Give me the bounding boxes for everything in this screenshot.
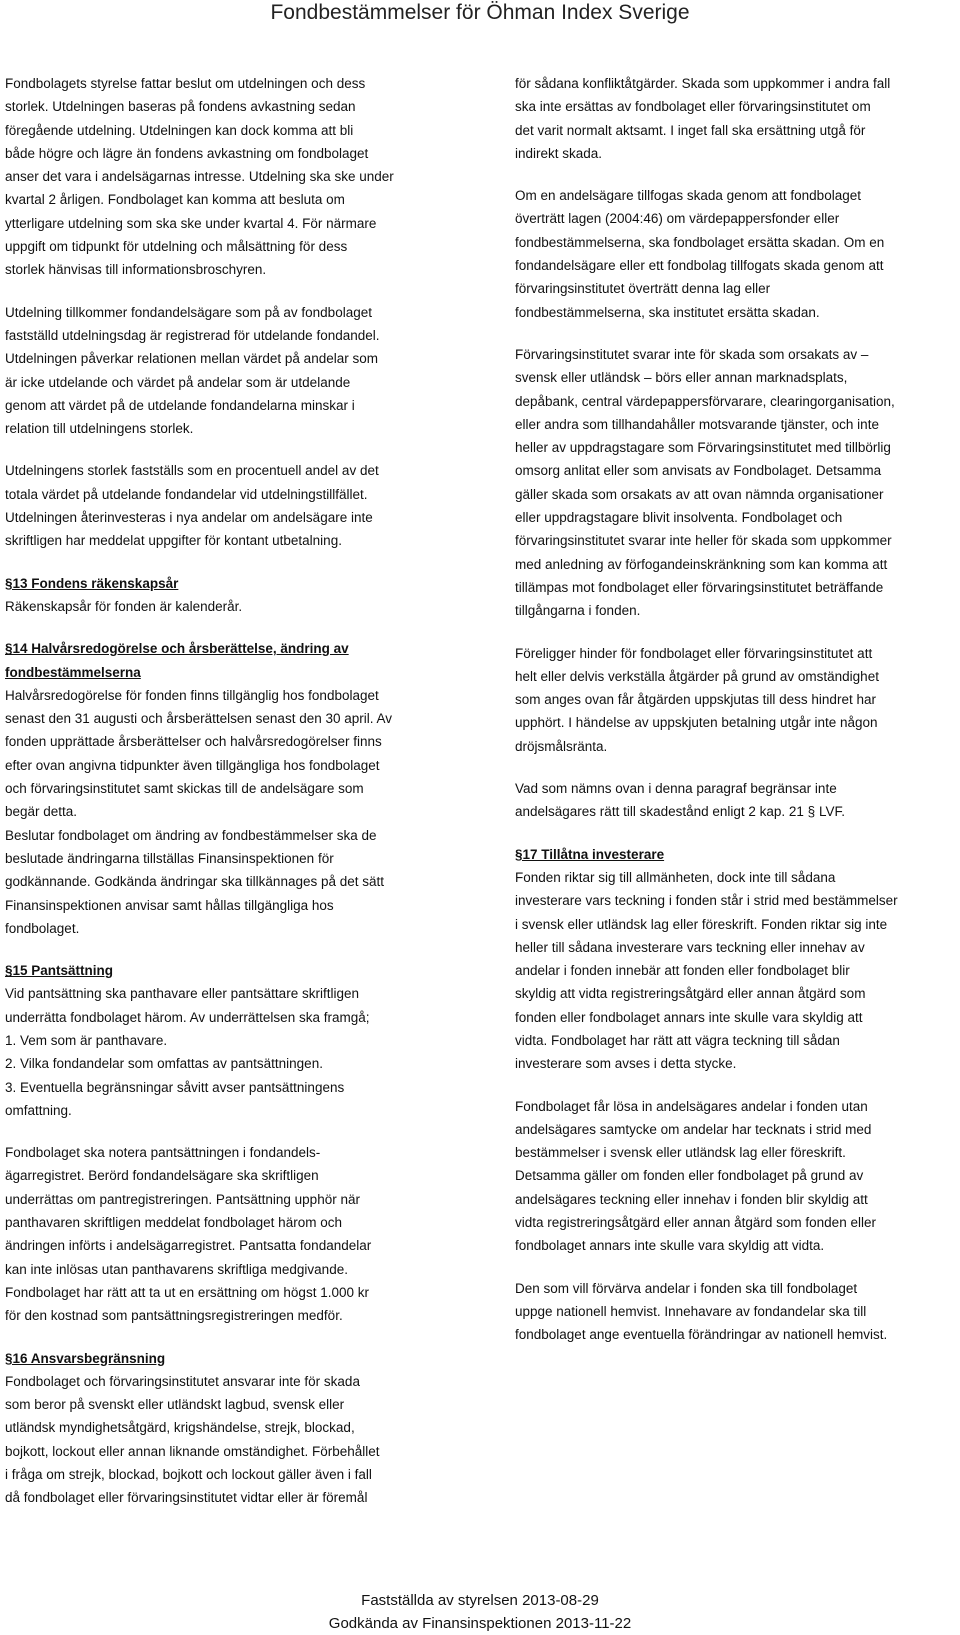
text-line: investerare som avses i detta stycke.	[515, 1056, 737, 1072]
text-line: kan inte inlösas utan panthavarens skriftliga medgivande.	[5, 1261, 348, 1277]
text-line: depåbank, central värdepappersförvarare, clearingorganisation,	[515, 393, 895, 409]
text-line: upphört. I händelse av uppskjuten betalning utgår inte någon	[515, 715, 878, 731]
text-line: Den som vill förvärva andelar i fonden ska till fondbolaget	[515, 1280, 858, 1296]
text-line: uppge nationell hemvist. Innehavare av fondandelar ska till	[515, 1303, 867, 1319]
text-line: genom att värdet på de utdelande fondandelarna minskar i	[5, 397, 355, 413]
text-line: är icke utdelande och värdet på andelar som är utdelande	[5, 374, 351, 390]
text-line: Utdelningen återinvesteras i nya andelar om andelsägare inte	[5, 510, 373, 526]
section-14	[5, 637, 435, 940]
text-line: kvartal 2 årligen. Fondbolaget kan komma att besluta om	[5, 192, 345, 208]
text-line: fonden upprättade årsberättelser och halvårsredogörelser finns	[5, 734, 382, 750]
text-line: andelar i fonden innebär att fonden eller fondbolaget blir	[515, 963, 850, 979]
text-line: Föreligger hinder för fondbolaget eller förvaringsinstitutet att	[515, 645, 873, 661]
text-line: storlek hänvisas till informationsbroschyren.	[5, 262, 267, 278]
text-line: eller uppdragstagare blivit insolventa. Fondbolaget och	[515, 510, 843, 526]
text-line: beslutade ändringarna tillställas Finansinspektionen för	[5, 850, 334, 866]
text-line: i fråga om strejk, blockad, bojkott och lockout gäller även i fall	[5, 1467, 372, 1483]
page-footer	[0, 1589, 960, 1635]
text-line: 1. Vem som är panthavare.	[5, 1032, 168, 1048]
text-line: skyldig att vidta registreringsåtgärd eller annan åtgärd som	[515, 986, 866, 1002]
text-line: det varit normalt aktsamt. I inget fall ska ersättning utgå för	[515, 122, 866, 138]
text-line: underrätta fondbolaget härom. Av underrättelsen ska framgå;	[5, 1009, 370, 1025]
text-line: uppgift om tidpunkt för utdelning och målsättning för dess	[5, 239, 348, 255]
text-line: tillgångarna i fonden.	[515, 603, 641, 619]
section-heading: §13 Fondens räkenskapsår	[5, 575, 179, 591]
text-line: förvaringsinstitutet överträtt denna lag eller	[515, 281, 771, 297]
text-line: vidta. Fondbolaget har rätt att vägra teckning till sådan	[515, 1032, 840, 1048]
text-line: föregående utdelning. Utdelningen kan dock komma att bli	[5, 122, 354, 138]
text-line: andelsägares samtycke om andelar har tecknats i strid med	[515, 1121, 872, 1137]
left-column	[5, 72, 435, 1529]
paragraph	[5, 72, 435, 282]
text-line: Utdelningens storlek fastställs som en procentuell andel av det	[5, 463, 379, 479]
text-line: underrättas om pantregistreringen. Pantsättning upphör när	[5, 1191, 360, 1207]
section-17	[515, 843, 955, 1076]
paragraph	[515, 1095, 955, 1258]
text-line: helt eller delvis verkställa åtgärder på grund av omständighet	[515, 668, 879, 684]
text-line: panthavaren skriftligen meddelat fondbolaget härom och	[5, 1215, 342, 1231]
text-line: investerare vars teckning i fonden står i strid med bestämmelser	[515, 893, 898, 909]
text-line: andelsägares rätt till skadestånd enligt 2 kap. 21 § LVF.	[515, 804, 845, 820]
text-line: Vad som nämns ovan i denna paragraf begränsar inte	[515, 781, 837, 797]
text-line: Detsamma gäller om fonden eller fondbolaget på grund av	[515, 1168, 864, 1184]
text-line: fondbolaget.	[5, 920, 80, 936]
text-line: fondbestämmelserna, ska fondbolaget ersätta skadan. Om en	[515, 234, 885, 250]
text-line: utländsk myndighetsåtgärd, krigshändelse, strejk, blockad,	[5, 1420, 355, 1436]
text-line: Halvårsredogörelse för fonden finns tillgänglig hos fondbolaget	[5, 687, 379, 703]
right-column	[515, 72, 955, 1366]
text-line: Utdelning tillkommer fondandelsägare som på av fondbolaget	[5, 304, 372, 320]
text-line: begär detta.	[5, 804, 78, 820]
section-heading: §15 Pantsättning	[5, 963, 114, 979]
text-line: förvaringsinstitutet svarar inte heller för skada som uppkommer	[515, 533, 892, 549]
text-line: och förvaringsinstitutet samt skickas till de andelsägare som	[5, 781, 364, 797]
text-line: omsorg anlitat eller som anvisats av Fondbolaget. Detsamma	[515, 463, 882, 479]
text-line: Om en andelsägare tillfogas skada genom att fondbolaget	[515, 188, 861, 204]
text-line: som beror på svenskt eller utländskt lagbud, svensk eller	[5, 1397, 345, 1413]
paragraph	[5, 459, 435, 552]
text-line: 3. Eventuella begränsningar såvitt avser pantsättningens	[5, 1079, 345, 1095]
text-line: efter ovan angivna tidpunkter även tillgängliga hos fondbolaget	[5, 757, 380, 773]
text-line: skriftligen har meddelat uppgifter för kontant utbetalning.	[5, 533, 342, 549]
text-line: bestämmelser i svensk eller utländsk lag eller föreskrift.	[515, 1145, 846, 1161]
text-line: vidta registreringsåtgärd eller annan åtgärd som fonden eller	[515, 1215, 876, 1231]
text-line: Fondbolaget och förvaringsinstitutet ansvarar inte för skada	[5, 1373, 360, 1389]
section-heading	[5, 637, 435, 684]
text-line: i svensk eller utländsk lag eller föreskrift. Fonden riktar sig inte	[515, 916, 888, 932]
text-line: omfattning.	[5, 1102, 72, 1118]
text-line: tillämpas mot fondbolaget eller förvaringsinstitutet beträffande	[515, 579, 884, 595]
text-line: ägarregistret. Berörd fondandelsägare ska skriftligen	[5, 1168, 319, 1184]
text-line: storlek. Utdelningen baseras på fondens avkastning sedan	[5, 99, 356, 115]
text-line: fondbolaget ange eventuella förändringar av nationell hemvist.	[515, 1327, 888, 1343]
text-line: Förvaringsinstitutet svarar inte för skada som orsakats av –	[515, 346, 869, 362]
section-15	[5, 959, 435, 1122]
text-line: Beslutar fondbolaget om ändring av fondbestämmelser ska de	[5, 827, 377, 843]
section-heading: §16 Ansvarsbegränsning	[5, 1350, 166, 1366]
text-line: då fondbolaget eller förvaringsinstitutet vidtar eller är föremål	[5, 1490, 368, 1506]
text-line: gäller skada som orsakats av att ovan nämnda organisationer	[515, 486, 884, 502]
text-line: Vid pantsättning ska panthavare eller pantsättare skriftligen	[5, 986, 359, 1002]
text-line: andelsägares teckning eller innehav i fonden blir skyldig att	[515, 1191, 868, 1207]
footer-adopted: Fastställda av styrelsen 2013-08-29	[361, 1592, 599, 1609]
text-line: för den kostnad som pantsättningsregistreringen medför.	[5, 1308, 343, 1324]
text-line: som anges ovan får åtgärden uppskjutas till dess hindret har	[515, 692, 876, 708]
text-line: för sådana konfliktåtgärder. Skada som uppkommer i andra fall	[515, 76, 891, 91]
text-line: ska inte ersättas av fondbolaget eller förvaringsinstitutet om	[515, 99, 871, 115]
text-line: Fondbolaget får lösa in andelsägares andelar i fonden utan	[515, 1098, 868, 1114]
text-line: Fondbolaget har rätt att ta ut en ersättning om högst 1.000 kr	[5, 1284, 369, 1300]
text-line: Fonden riktar sig till allmänheten, dock inte till sådana	[515, 869, 836, 885]
text-line: relation till utdelningens storlek.	[5, 421, 194, 437]
section-heading-line: §14 Halvårsredogörelse och årsberättelse, ändring av	[5, 641, 349, 657]
paragraph	[5, 1141, 435, 1327]
text-line: ytterligare utdelning som ska ske under kvartal 4. För närmare	[5, 215, 377, 231]
text-line: senast den 31 augusti och årsberättelsen senast den 30 april. Av	[5, 711, 393, 727]
text-line: både högre och lägre än fondens avkastning om fondbolaget	[5, 145, 369, 161]
text-line: svensk eller utländsk – börs eller annan marknadsplats,	[515, 370, 848, 386]
paragraph	[5, 301, 435, 441]
text-line: heller av uppdragstagare som Förvaringsinstitutet med tillbörlig	[515, 440, 891, 456]
text-line: 2. Vilka fondandelar som omfattas av pantsättningen.	[5, 1056, 323, 1072]
footer-approved: Godkända av Finansinspektionen 2013-11-22	[328, 1615, 632, 1632]
text-line: Fondbolagets styrelse fattar beslut om utdelningen och dess	[5, 76, 366, 91]
paragraph	[515, 777, 955, 824]
paragraph	[515, 72, 955, 165]
paragraph	[515, 184, 955, 324]
text-line: Räkenskapsår för fonden är kalenderår.	[5, 598, 243, 614]
text-line: ändringen införts i andelsägarregistret. Pantsatta fondandelar	[5, 1238, 372, 1254]
text-line: med anledning av förfogandeinskränkning som kan komma att	[515, 556, 888, 572]
text-line: Fondbolaget ska notera pantsättningen i fondandels-	[5, 1145, 321, 1161]
text-line: Finansinspektionen anvisar samt hållas tillgängliga hos	[5, 897, 334, 913]
text-line: heller till sådana investerare vars teckning eller innehav av	[515, 939, 865, 955]
text-line: Utdelningen påverkar relationen mellan värdet på andelar som	[5, 351, 378, 367]
text-line: fonden eller fondbolaget annars inte skulle vara skyldig att	[515, 1009, 863, 1025]
paragraph	[515, 642, 955, 758]
text-line: fondandelsägare eller ett fondbolag tillfogats skada genom att	[515, 258, 884, 274]
text-line: bojkott, lockout eller annan liknande omständighet. Förbehållet	[5, 1443, 380, 1459]
text-line: fondbolaget annars inte skulle vara skyldig att vidta.	[515, 1238, 825, 1254]
text-line: eller andra som tillhandahåller motsvarande tjänster, och inte	[515, 416, 879, 432]
text-line: fastställd utdelningsdag är registrerad för utdelande fondandel.	[5, 327, 380, 343]
text-line: fondbestämmelserna, ska institutet ersätta skadan.	[515, 304, 820, 320]
section-13	[5, 572, 435, 619]
text-line: godkännande. Godkända ändringar ska tillkännages på det sätt	[5, 874, 385, 890]
text-line: dröjsmålsränta.	[515, 738, 608, 754]
page-title: Fondbestämmelser för Öhman Index Sverige	[270, 1, 690, 24]
section-heading-line: fondbestämmelserna	[5, 664, 141, 680]
section-heading: §17 Tillåtna investerare	[515, 846, 665, 862]
paragraph	[515, 343, 955, 623]
text-line: indirekt skada.	[515, 145, 603, 161]
text-line: anser det vara i andelsägarnas intresse. Utdelning ska ske under	[5, 169, 394, 185]
text-line: överträtt lagen (2004:46) om värdepappersfonder eller	[515, 211, 840, 227]
text-line: totala värdet på utdelande fondandelar vid utdelningstillfället.	[5, 486, 368, 502]
section-16	[5, 1347, 435, 1510]
paragraph	[515, 1277, 955, 1347]
